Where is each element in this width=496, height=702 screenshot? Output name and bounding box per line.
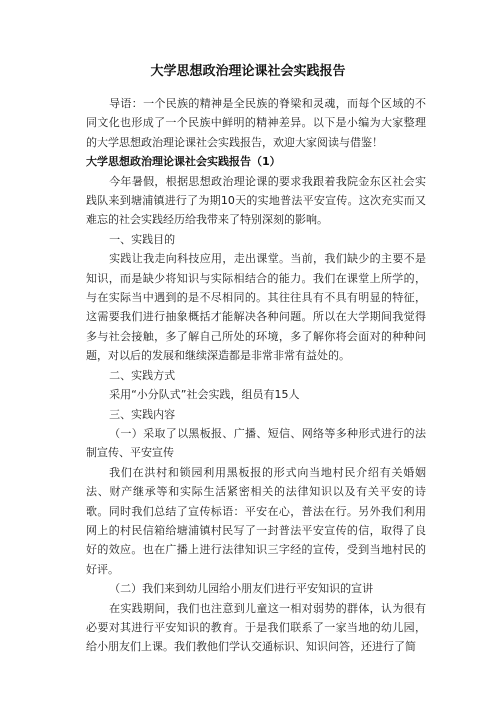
report-heading: 大学思想政治理论课社会实践报告（1） xyxy=(86,155,281,169)
body-paragraph: 采用“小分队式”社会实践，组员有15人 xyxy=(109,388,300,402)
body-paragraph: 今年暑假，根据思想政治理论课的要求我跟着我院金东区社会实践队来到塘浦镇进行了为期10天的实地普法平安宣传。这次充实而又难忘的社会实践经历给我带来了特别深刻的影响。 xyxy=(86,174,426,227)
section-heading: 二、实践方式 xyxy=(109,368,176,382)
section-heading: 三、实践内容 xyxy=(109,407,176,421)
subsection-heading: （二）我们来到幼儿园给小朋友们进行平安知识的宣讲 xyxy=(109,582,374,596)
body-paragraph: 我们在洪村和锁园利用黑板报的形式向当地村民介绍有关婚姻法、财产继承等和实际生活紧密相关的法律知识以及有关平安的诗歌。同时我们总结了宣传标语：平安在心，普法在行。另外我们利用网上的村民信箱给塘浦镇村民写了一封普法平安宣传的信，取得了良好的效应。也在广播上进行法律知识三字经的宣传，受到当地村民的好评。 xyxy=(86,465,426,576)
subsection-heading: （一）采取了以黑板报、广播、短信、网络等多种形式进行的法制宣传、平安宣传 xyxy=(86,426,426,460)
intro-paragraph: 导语：一个民族的精神是全民族的脊梁和灵魂，而每个区域的不同文化也形成了一个民族中鲜明的精神差异。以下是小编为大家整理的大学思想政治理论课社会实践报告，欢迎大家阅读与借鉴！ xyxy=(86,97,426,149)
body-paragraph: 实践让我走向科技应用，走出课堂。当前，我们缺少的主要不是知识，而是缺少将知识与实际相结合的能力。我们在课堂上所学的，与在实际当中遇到的是不尽相同的。其往往具有不具有明显的特征，这需要我们进行抽象概括才能解决各种问题。所以在大学期间我觉得多与社会接触，多了解自己所处的环境，多了解你将会面对的种种问题，对以后的发展和继续深造都是非常非常有益处的。 xyxy=(86,252,426,363)
document-body xyxy=(86,94,426,657)
body-paragraph: 在实践期间，我们也注意到儿童这一相对弱势的群体，认为很有必要对其进行平安知识的教育。于是我们联系了一家当地的幼儿园，给小朋友们上课。我们教他们学认交通标识、知识问答，还进行了简 xyxy=(86,601,426,654)
section-heading: 一、实践目的 xyxy=(109,232,176,246)
document-title: 大学思想政治理论课社会实践报告 xyxy=(150,64,346,79)
